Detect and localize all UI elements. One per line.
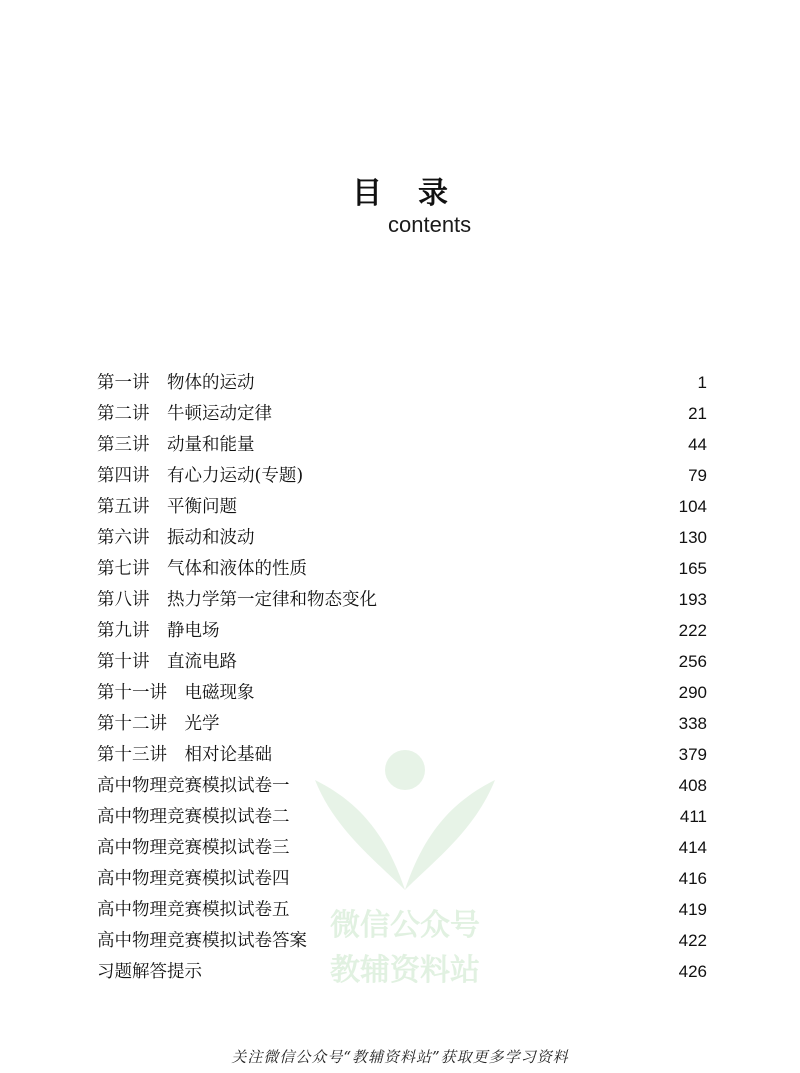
toc-entry-label: 第十讲 直流电路 — [97, 652, 237, 672]
toc-entry-label: 第九讲 静电场 — [97, 621, 220, 641]
page-title: 目录 — [352, 176, 484, 211]
toc-entry-page: 408 — [678, 776, 707, 795]
toc-entry-label: 第八讲 热力学第一定律和物态变化 — [97, 590, 377, 610]
table-of-contents — [97, 367, 707, 987]
toc-entry[interactable] — [97, 739, 707, 770]
toc-entry-page: 416 — [678, 869, 707, 888]
toc-entry[interactable] — [97, 646, 707, 677]
toc-entry-label: 高中物理竞赛模拟试卷答案 — [97, 931, 307, 951]
toc-entry-page: 379 — [678, 745, 707, 764]
toc-entry[interactable] — [97, 553, 707, 584]
toc-entry-page: 411 — [679, 807, 707, 826]
toc-entry-page: 79 — [688, 466, 707, 485]
toc-entry-page: 338 — [678, 714, 707, 733]
toc-entry[interactable] — [97, 584, 707, 615]
toc-entry-label: 第十一讲 电磁现象 — [97, 683, 255, 703]
toc-entry-page: 426 — [678, 962, 707, 981]
toc-entry-page: 290 — [678, 683, 707, 702]
watermark-line-1: 微信公众号 — [330, 908, 480, 943]
toc-entry[interactable] — [97, 677, 707, 708]
toc-entry-label: 高中物理竞赛模拟试卷五 — [97, 900, 290, 920]
toc-entry-page: 21 — [688, 404, 707, 423]
watermark-line-2: 教辅资料站 — [330, 953, 480, 988]
toc-entry-label: 习题解答提示 — [97, 962, 202, 982]
toc-entry-label: 高中物理竞赛模拟试卷二 — [97, 807, 290, 827]
toc-entry[interactable] — [97, 801, 707, 832]
toc-entry[interactable] — [97, 615, 707, 646]
toc-entry-label: 高中物理竞赛模拟试卷四 — [97, 869, 290, 889]
toc-entry[interactable] — [97, 491, 707, 522]
toc-entry[interactable] — [97, 863, 707, 894]
toc-entry-label: 高中物理竞赛模拟试卷一 — [97, 776, 290, 796]
toc-entry[interactable] — [97, 770, 707, 801]
toc-entry-page: 44 — [688, 435, 707, 454]
toc-entry-label: 第二讲 牛顿运动定律 — [97, 404, 272, 424]
toc-entry-label: 第十三讲 相对论基础 — [97, 745, 272, 765]
toc-entry-page: 1 — [697, 373, 707, 392]
toc-entry[interactable] — [97, 708, 707, 739]
toc-entry[interactable] — [97, 429, 707, 460]
toc-entry[interactable] — [97, 925, 707, 956]
toc-entry-label: 第一讲 物体的运动 — [97, 373, 255, 393]
toc-entry-label: 高中物理竞赛模拟试卷三 — [97, 838, 290, 858]
toc-entry[interactable] — [97, 522, 707, 553]
toc-entry[interactable] — [97, 956, 707, 987]
toc-entry[interactable] — [97, 460, 707, 491]
toc-entry-page: 419 — [678, 900, 707, 919]
toc-entry-page: 130 — [678, 528, 707, 547]
toc-entry-page: 222 — [678, 621, 707, 640]
toc-entry[interactable] — [97, 367, 707, 398]
toc-entry-page: 256 — [678, 652, 707, 671]
toc-entry-page: 104 — [678, 497, 707, 516]
toc-entry-page: 414 — [678, 838, 707, 857]
toc-entry-label: 第四讲 有心力运动(专题) — [97, 466, 304, 486]
toc-entry-label: 第三讲 动量和能量 — [97, 435, 255, 455]
toc-entry-page: 422 — [678, 931, 707, 950]
toc-entry[interactable] — [97, 894, 707, 925]
toc-entry-label: 第六讲 振动和波动 — [97, 528, 255, 548]
toc-entry[interactable] — [97, 832, 707, 863]
page-subtitle: contents — [388, 212, 472, 237]
toc-entry-page: 193 — [678, 590, 707, 609]
toc-entry-label: 第五讲 平衡问题 — [97, 497, 237, 517]
footer-note: 关注微信公众号“教辅资料站”获取更多学习资料 — [231, 1048, 569, 1066]
toc-entry[interactable] — [97, 398, 707, 429]
toc-entry-page: 165 — [678, 559, 707, 578]
toc-entry-label: 第十二讲 光学 — [97, 714, 220, 734]
toc-entry-label: 第七讲 气体和液体的性质 — [97, 559, 307, 579]
